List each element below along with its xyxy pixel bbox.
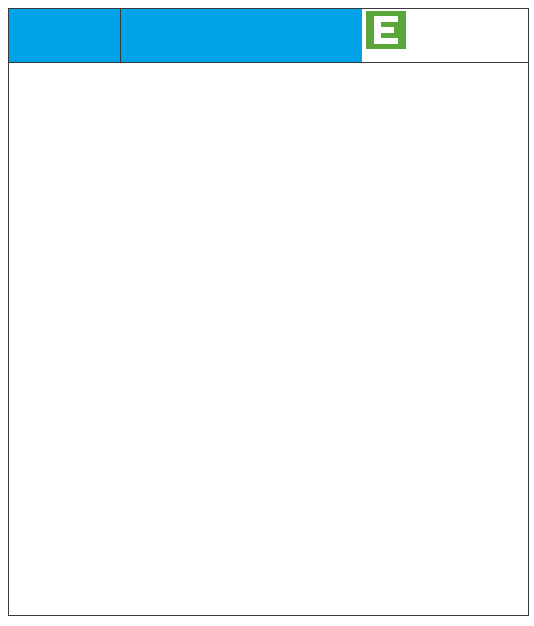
- logo-url: [362, 50, 528, 62]
- table-header: [9, 9, 528, 63]
- emergent-logo: [362, 9, 528, 62]
- emergent-e-icon: [366, 11, 406, 49]
- sponsor-behavior-table: [8, 8, 529, 616]
- header-actions: [121, 9, 362, 62]
- header-sponsor-behavior: [9, 9, 121, 62]
